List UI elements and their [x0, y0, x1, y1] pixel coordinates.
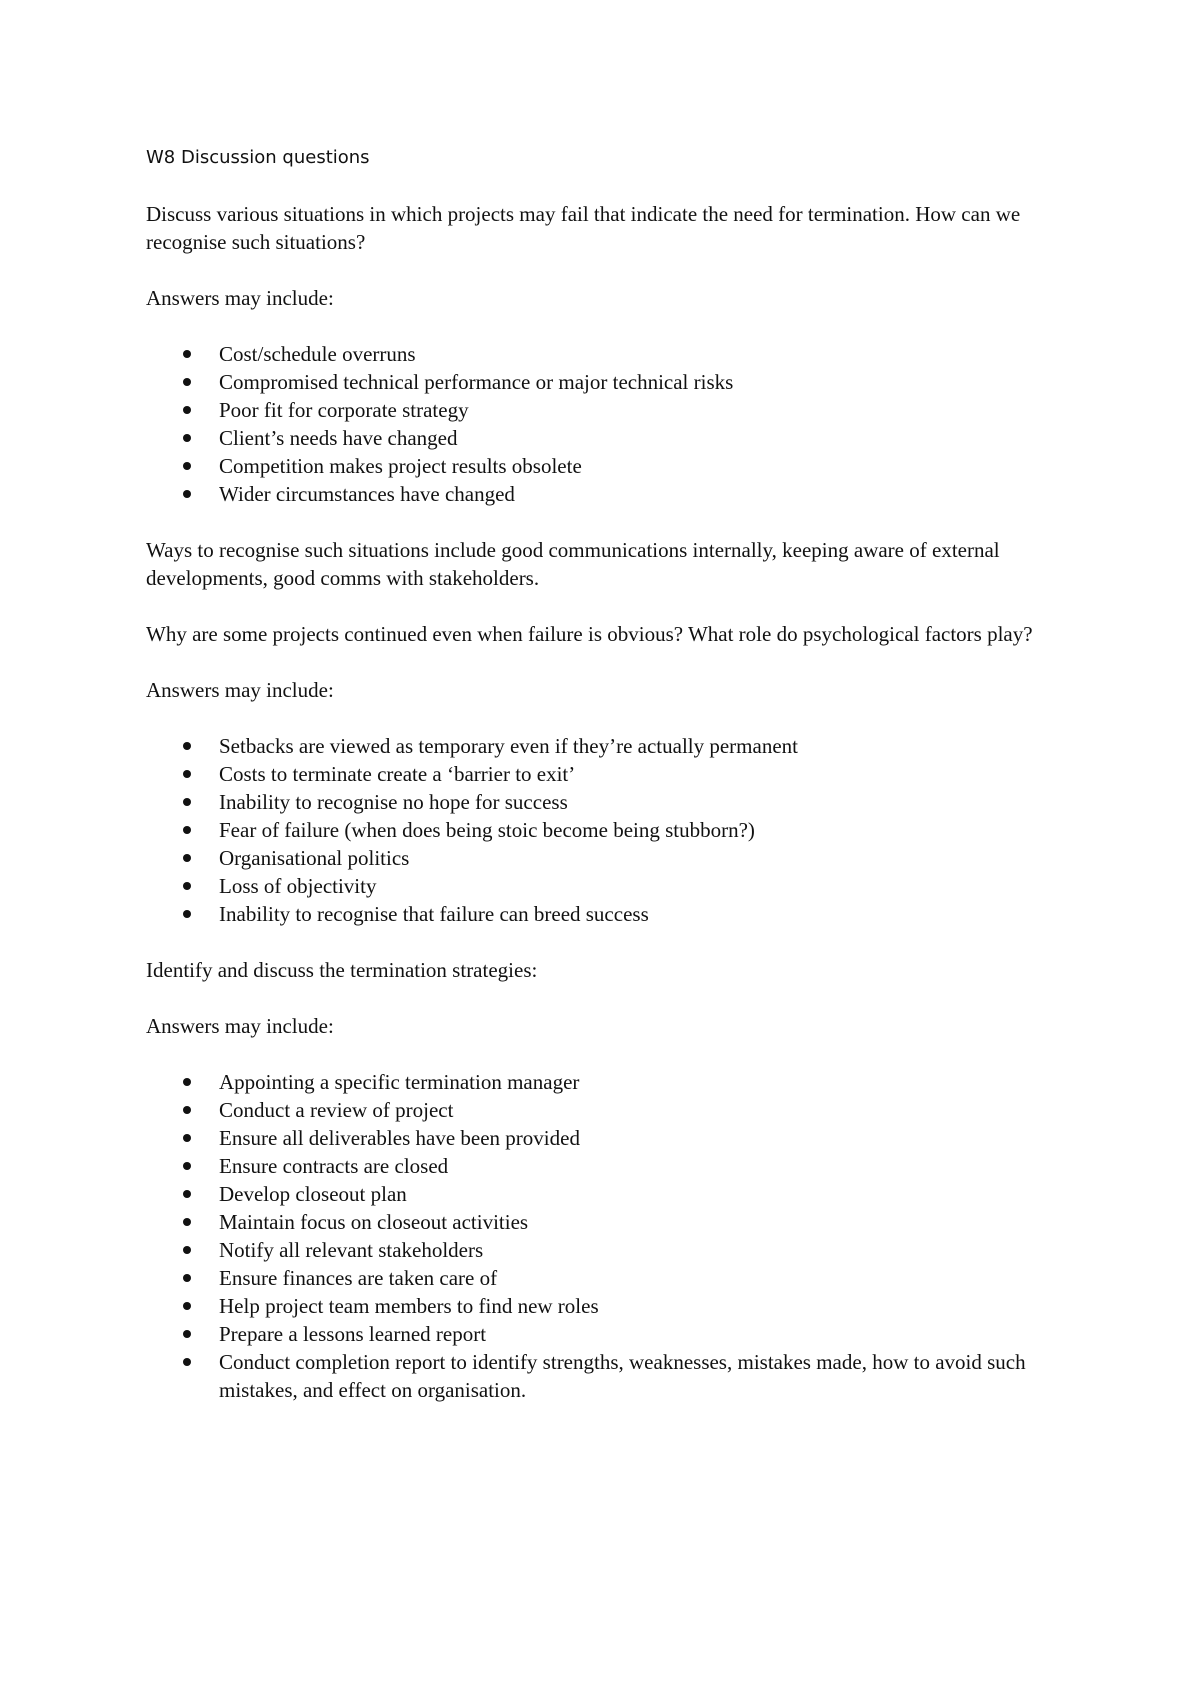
bullet-icon [183, 434, 191, 442]
bullet-icon [183, 1330, 191, 1338]
list-item [146, 1152, 1086, 1180]
bullet-icon [183, 770, 191, 778]
list-item [146, 1320, 1086, 1348]
list-item [146, 480, 1086, 508]
bullet-icon [183, 1302, 191, 1310]
list-item [146, 844, 1086, 872]
list-item [146, 872, 1086, 900]
list-item-text: Cost/schedule overruns [219, 342, 416, 366]
list-item [146, 760, 1086, 788]
list-item [146, 1068, 1086, 1096]
answers-intro-1: Answers may include: [146, 286, 334, 310]
list-item-text: Fear of failure (when does being stoic become being stubborn?) [219, 818, 755, 842]
list-item-text: Poor fit for corporate strategy [219, 398, 469, 422]
list-item [146, 1180, 1086, 1208]
recognition-paragraph: Ways to recognise such situations include good communications internally, keeping aware of external developments, good comms with stakeholders. [146, 538, 1000, 590]
bullet-icon [183, 854, 191, 862]
bullet-icon [183, 490, 191, 498]
list-item-text: Setbacks are viewed as temporary even if they’re actually permanent [219, 734, 798, 758]
list-item-text: Client’s needs have changed [219, 426, 458, 450]
list-item-text: Develop closeout plan [219, 1182, 407, 1206]
list-item [146, 424, 1086, 452]
bullet-icon [183, 1078, 191, 1086]
list-item-text: Organisational politics [219, 846, 410, 870]
bullet-icon [183, 462, 191, 470]
bullet-icon [183, 350, 191, 358]
bullet-icon [183, 742, 191, 750]
list-item [146, 816, 1086, 844]
list-item [146, 368, 1086, 396]
bullet-icon [183, 1274, 191, 1282]
list-item-text: Competition makes project results obsolete [219, 454, 582, 478]
list-item-text: Prepare a lessons learned report [219, 1322, 487, 1346]
list-item-text: Inability to recognise that failure can breed success [219, 902, 649, 926]
list-item [146, 396, 1086, 424]
answer-list-1 [146, 340, 1086, 508]
list-item-text: Maintain focus on closeout activities [219, 1210, 529, 1234]
list-item-text: Help project team members to find new roles [219, 1294, 599, 1318]
answer-list-3 [146, 1068, 1086, 1404]
list-item [146, 1096, 1086, 1124]
list-item-text: Appointing a specific termination manager [219, 1070, 580, 1094]
bullet-icon [183, 1162, 191, 1170]
bullet-icon [183, 1134, 191, 1142]
question-3: Identify and discuss the termination strategies: [146, 958, 538, 982]
list-item [146, 1208, 1086, 1236]
answers-intro-3: Answers may include: [146, 1014, 334, 1038]
answer-list-2 [146, 732, 1086, 928]
question-1: Discuss various situations in which projects may fail that indicate the need for termination. How can we recognise such situations? [146, 202, 1021, 254]
bullet-icon [183, 378, 191, 386]
list-item-text: Costs to terminate create a ‘barrier to exit’ [219, 762, 576, 786]
question-2: Why are some projects continued even when failure is obvious? What role do psychological factors play? [146, 622, 1033, 646]
bullet-icon [183, 406, 191, 414]
bullet-icon [183, 798, 191, 806]
list-item-text: Ensure finances are taken care of [219, 1266, 498, 1290]
list-item-text: Ensure all deliverables have been provided [219, 1126, 580, 1150]
list-item [146, 1236, 1086, 1264]
list-item [146, 1348, 1086, 1404]
list-item [146, 900, 1086, 928]
answers-intro-2: Answers may include: [146, 678, 334, 702]
list-item-text: Wider circumstances have changed [219, 482, 515, 506]
bullet-icon [183, 1106, 191, 1114]
list-item [146, 788, 1086, 816]
document-page [146, 144, 1086, 1432]
bullet-icon [183, 1358, 191, 1366]
list-item-text: Notify all relevant stakeholders [219, 1238, 484, 1262]
list-item [146, 732, 1086, 760]
list-item [146, 340, 1086, 368]
document-title: W8 Discussion questions [146, 147, 370, 168]
list-item [146, 1264, 1086, 1292]
bullet-icon [183, 910, 191, 918]
bullet-icon [183, 1246, 191, 1254]
list-item [146, 452, 1086, 480]
bullet-icon [183, 826, 191, 834]
list-item-text: Conduct completion report to identify strengths, weaknesses, mistakes made, how to avoid such mistakes, and effect on organisation. [219, 1350, 1026, 1402]
list-item [146, 1292, 1086, 1320]
list-item-text: Ensure contracts are closed [219, 1154, 449, 1178]
list-item-text: Conduct a review of project [219, 1098, 454, 1122]
bullet-icon [183, 1190, 191, 1198]
bullet-icon [183, 1218, 191, 1226]
list-item [146, 1124, 1086, 1152]
list-item-text: Compromised technical performance or major technical risks [219, 370, 734, 394]
list-item-text: Inability to recognise no hope for success [219, 790, 568, 814]
list-item-text: Loss of objectivity [219, 874, 377, 898]
bullet-icon [183, 882, 191, 890]
